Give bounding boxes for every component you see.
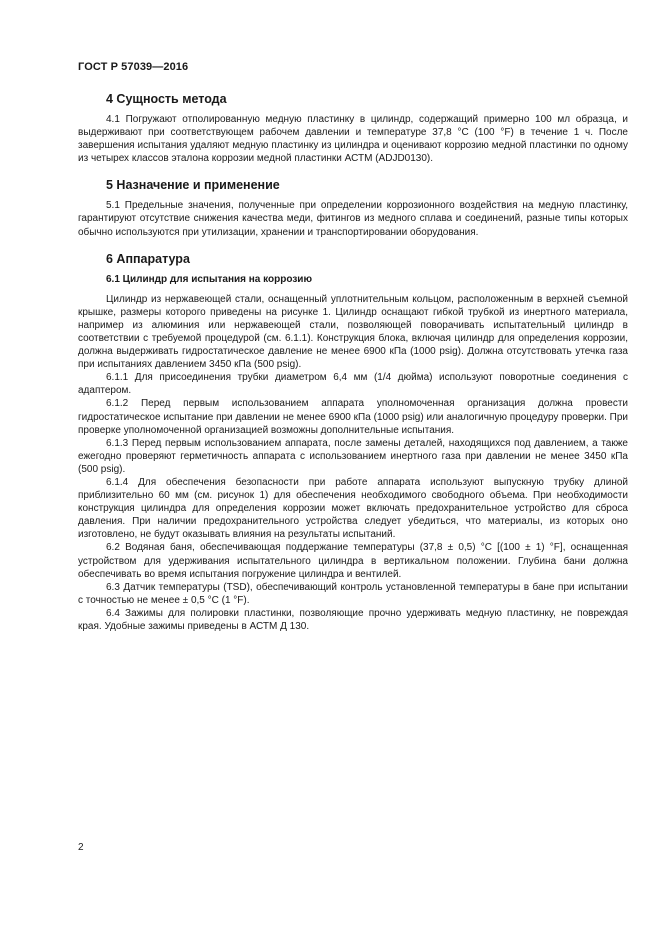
paragraph-6-1-2: 6.1.2 Перед первым использованием аппарата уполномоченная организация должна провести гидростатическое испытание при давлении не менее 6900 кПа (1000 psig) или аналогичную процедуру проверки. При проверке уполномоченной организацией возможны дополнительные испытания. — [78, 398, 628, 436]
paragraph-6-1-3: 6.1.3 Перед первым использованием аппарата, после замены деталей, находящихся под давлением, а также ежегодно проверяют герметичность аппарата с использованием инертного газа при давлении не менее 3450 кПа (500 psig). — [78, 437, 628, 475]
section-4-title: 4 Сущность метода — [106, 92, 227, 106]
section-6-title: 6 Аппаратура — [106, 251, 190, 266]
section-5-title: 5 Назначение и применение — [106, 178, 280, 193]
paragraph-6-2: 6.2 Водяная баня, обеспечивающая поддержание температуры (37,8 ± 0,5) °С [(100 ± 1) °F], оснащенная устройством для удерживания испытательного цилиндра в вертикальном положении. Глубина бани должна обеспечивать во время испытания погружение цилиндра и вентилей. — [78, 542, 628, 580]
paragraph-6-3: 6.3 Датчик температуры (TSD), обеспечивающий контроль установленной температуры в бане при испытании с точностью не менее ± 0,5 °С (1 °F). — [78, 581, 628, 606]
paragraph-6-4: 6.4 Зажимы для полировки пластинки, позволяющие прочно удерживать медную пластинку, не повреждая края. Удобные зажимы приведены в АСТМ Д 130. — [78, 607, 628, 632]
paragraph-5-1: 5.1 Предельные значения, полученные при определении коррозионного воздействия на медную пластинку, гарантируют отсутствие снижения качества меди, фитингов из медного сплава и соединений, разные типы которых обычно используются при утилизации, хранении и транспортировании оборудования. — [78, 200, 628, 238]
paragraph-6-1-1: 6.1.1 Для присоединения трубки диаметром 6,4 мм (1/4 дюйма) используют поворотные соединения с адаптером. — [78, 372, 628, 397]
document-body — [78, 88, 628, 633]
standard-code-header: ГОСТ Р 57039—2016 — [78, 61, 189, 73]
paragraph-4-1: 4.1 Погружают отполированную медную пластинку в цилиндр, содержащий примерно 100 мл образца, и выдерживают при соответствующем рабочем давлении и температуре 37,8 °С (100 °F) в течение 1 ч. После завершения испытания удаляют медную пластинку из цилиндра и оценивают коррозию медной пластинки по одному из четырех классов эталона коррозии медной пластинки АСТМ (ADJD0130). — [78, 114, 628, 165]
subsection-6-1-title: 6.1 Цилиндр для испытания на коррозию — [106, 273, 312, 285]
paragraph-6-1-4: 6.1.4 Для обеспечения безопасности при работе аппарата используют выпускную трубку длиной приблизительно 60 мм (см. рисунок 1) для обеспечения необходимого свободного объема. При необходимости конструкция цилиндра для определения коррозии может включать предохранительное устройство для сброса давления. При наличии предохранительного устройства следует убедиться, что материалы, из которых оно изготовлено, не будут оказывать влияния на результаты испытаний. — [78, 476, 628, 541]
paragraph-6-1-intro: Цилиндр из нержавеющей стали, оснащенный уплотнительным кольцом, расположенным в верхней съемной крышке, размеры которого приведены на рисунке 1. Цилиндр оснащают гибкой трубкой из инертного материала, например из алюминия или нержавеющей стали, позволяющей поворачивать испытательный цилиндр в соответствии с требуемой процедурой (см. 6.1.1). Конструкция блока, включая цилиндр для определения коррозии, должна выдерживать гидростатическое давление не менее 6900 кПа (1000 psig). Должна отсутствовать утечка газа при испытаниях давлением 3450 кПа (500 psig). — [78, 293, 628, 371]
page-number: 2 — [78, 842, 84, 853]
